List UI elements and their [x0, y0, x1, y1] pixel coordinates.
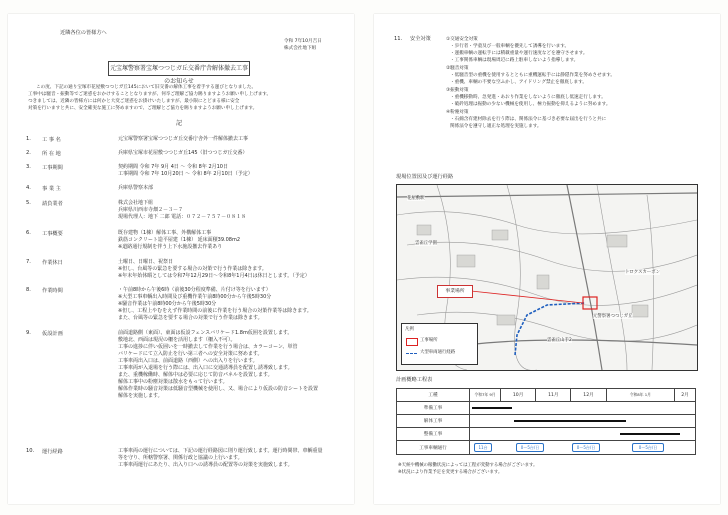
section-body: 元宝塚警察署宝塚つつじガ丘交番庁舎外一件解体撤去工事 — [118, 136, 249, 142]
section-body: 株式会社地下組 兵庫県川西市寺畑２－３－７ 現場代理人：地下 二郎 電話：０７２－７５７－０８１８ — [118, 200, 247, 220]
row-label: 整備工事 — [397, 428, 470, 441]
section-number: 8. — [26, 287, 31, 293]
row-label: 解体工事 — [397, 415, 470, 428]
map-label-school: 雲雀丘学園 — [415, 241, 437, 246]
safety-title: 安全対策 — [410, 36, 431, 42]
section-body: 既存建物（1棟）解体工事、外構解体工事 鉄筋コンクリート造平屋建（1棟） 延床面積39.08m2 ※道路通行規制を伴う上下水施設撤去作業あり — [118, 230, 241, 250]
section-number: 7. — [26, 259, 31, 265]
gantt-bar-demolition — [514, 420, 626, 422]
map-legend — [401, 323, 478, 365]
ki-heading: 記 — [176, 120, 183, 127]
gantt-heading: 計画概略工程表 — [396, 377, 433, 383]
schedule-note: ※状況により作業予定を変更する場合がございます。 — [398, 470, 503, 475]
map-label-building: 元警察署つつじガ丘 — [593, 314, 633, 319]
section-body: 兵庫県警察本部 — [118, 185, 154, 191]
map-label-river: トロクスカーボン — [625, 270, 661, 275]
site-location-map — [396, 184, 698, 371]
map-heading: 現場位置図及び運行経路 — [396, 174, 454, 180]
intro-line: 工事中は騒音・振動等でご迷惑をおかけすることとなりますが、何卒ご理解ご協力賜りますようお願い申し上げます。 — [28, 92, 272, 97]
notice-date: 令和 7年10月吉日 — [284, 39, 322, 44]
section-number: 9. — [26, 330, 31, 336]
notice-left-page — [8, 14, 354, 504]
section-label: 工事概要 — [42, 231, 63, 237]
map-label-park: 雲雀丘山手2 — [547, 338, 572, 343]
traffic-label: 11台 — [474, 443, 492, 452]
section-label: 工 事 名 — [42, 137, 61, 143]
table-row — [397, 441, 696, 455]
section-label: 請負業者 — [42, 201, 63, 207]
legend-site-swatch — [406, 338, 418, 346]
schedule-note: ※天候や機械の稼働状況によっては工程が変動する場合がございます。 — [398, 463, 538, 468]
row-label: 工事車輌通行 — [397, 441, 470, 455]
section-number: 1. — [26, 136, 31, 142]
section-label: 運行経路 — [42, 449, 63, 455]
table-row — [397, 428, 696, 441]
table-row — [397, 415, 696, 428]
section-body: 契約期間 令和 7年 9月 4日 ～ 令和 8年 2月10日 工事期間 令和 7年 10月20日 ～ 令和 8年 2月10日（予定） — [118, 164, 253, 177]
intro-line: つきましては、近隣の皆様方には何かと大変ご迷惑をお掛けいたしますが、最小限にとどまる様に安全 — [28, 99, 240, 104]
section-body: 兵庫県宝塚市花屋敷つつじガ丘145（旧つつじガ丘交番） — [118, 150, 248, 156]
section-body: 土曜日、日曜日、祝祭日 ※但し、台風等の緊急を要する場合の対策で行う作業は除きます。 ※年末年始休暇としては令和7年12月29日～令和8年1月4日は休日とします。（予定） — [118, 259, 310, 279]
company-name: 株式会社地下組 — [284, 46, 317, 51]
section-number: 10. — [26, 448, 35, 454]
section-number: 6. — [26, 230, 31, 236]
row-label: 準備工事 — [397, 402, 470, 415]
legend-title: 凡例 — [405, 327, 414, 332]
notice-right-page: 11. 安全対策 ①交通安全対策 ・歩行者・学童及び一般車輌を優先して誘導を行います。 ・運搬車輌の運転手には積載重量や運行速度などを遵守させます。 ・工事関係車輌は現場周辺に路上駐車しないよう指導します。 ②騒音対策 ・低騒音型の重機を使用するとともに重機運転手には静隠作業を努めさせます。 ・重機、車輌の不要な空ふかし、アイドリング禁止を徹底します。 ③振動対策 ・重機移動時、急発進・あおり作業をしないように徹底し低速走行します。 ・破砕処理は振動の少ない機械を使用し、極力振動を抑えるように努めます。 ④粉塵対策 ・石綿含有建材除去を行う際は、関係法令に基づき必要な届出を行うと共に 関係法令を遵守し適正な処理を実施します。 現場位置図及び運行経路 事業場所 元警察署つつじガ丘 雲雀丘山手2 雲雀丘学園 花屋敷駅 トロクスカーボン 凡例 工事場所 大型車両通行経路 計画概略工程表 工種 令和7年 9月 10月 11月 12月 令和8年 1月 2月 準備工事 解体工事 整備工事 工事車輌通行 11台 0～5台/日 0～5台/日 0～5台/日 ※天候や機械の稼働状況によっては工程が変動する場合がございます。 ※状況により作業予定を変更する場合がございます。 — [374, 14, 720, 504]
table-header-cell: 工種 — [397, 389, 470, 402]
table-row — [397, 402, 696, 415]
map-label-station: 花屋敷駅 — [407, 196, 425, 201]
traffic-label: 0～5台/日 — [572, 443, 600, 452]
section-number: 5. — [26, 200, 31, 206]
section-body: ・午前8時から午後6時（前後30分程度準備、片付け等を行います） ※大型工事車輌出入時間及び重機作業午前8時00分から午後5時30分 ※騒音作業は午前8時00分から午後5時30分 ※但し、工程上やむをえず作業時間の前後に作業を行う場合の対策作業等は除きます。 また、台風等の緊急を要する場合の対策で行う作業は除きます。 — [118, 287, 312, 321]
section-label: 作業時間 — [42, 288, 63, 294]
table-header-cell: 令和8年 1月 — [606, 389, 674, 402]
section-number: 3. — [26, 164, 31, 170]
section-body: 工事車両の運行については、下記の運行経路図に則り運行致します。運行時間帯、車輌重量 等を守り、所轄警察署、関係行政と協議の上行います。 工事車両運行にあたり、出入り口への誘導員の配置等の対策を実施致します。 — [118, 448, 323, 468]
traffic-label: 0～5台/日 — [632, 443, 664, 452]
table-header-cell: 11月 — [536, 389, 571, 402]
intro-line: 対策を行いますと共に、安全確実な施工に努めますので、ご理解とご協力を賜りますようお願い申し上げます。 — [28, 106, 258, 111]
safety-number: 11. — [394, 36, 403, 42]
section-label: 事 業 主 — [42, 186, 61, 192]
section-number: 4. — [26, 185, 31, 191]
traffic-label: 0～5台/日 — [516, 443, 544, 452]
gantt-bar-preparation — [472, 407, 512, 409]
schedule-table — [396, 388, 696, 455]
section-number: 2. — [26, 150, 31, 156]
table-header-row — [397, 389, 696, 402]
site-callout: 事業場所 — [437, 285, 473, 298]
table-header-cell: 令和7年 9月 — [470, 389, 501, 402]
table-header-cell: 12月 — [571, 389, 606, 402]
section-body: 前面道路側（東面）、東面は仮設フェンスバリケード1.8m仮囲を設置します。 敷地北、西面は現況の柵を活用します（柵入不可）。 工事の進捗に伴い仮囲いを一時撤去して作業を行う場合は、カラーコーン、単管 バリケードにて立入防止を行い第三者への安全対策に努めます。 工事車両出入口は、前面道路（西側）への出入りを行います。 工事車両が入退場を行う際には、出入口に交通誘導員を配置し誘導致します。 また、重機稼働時、解体中は必要に応じて防音パネルを設置します。 解体工事中の粉塵対策は散水をもって行います。 解体作業時の騒音対策は低騒音型機械を使用し、又、場合により仮設の防音シートを設置 解体を実施します。 — [118, 330, 319, 399]
addressee: 近隣各位の皆様方へ — [60, 30, 107, 36]
legend-item: 大型車両通行経路 — [420, 350, 456, 355]
legend-item: 工事場所 — [420, 338, 438, 343]
intro-line: この度、下記の通り宝塚市花屋敷つつじガ丘145において旧交番の解体工事を着手する運びとなりました。 — [36, 85, 257, 90]
section-label: 仮設計画 — [42, 331, 63, 337]
table-header-cell: 10月 — [501, 389, 536, 402]
notice-title: 元宝塚警察署宝塚つつじガ丘交番庁舎解体撤去工事のお知らせ — [108, 61, 250, 76]
section-label: 作業休日 — [42, 260, 63, 266]
section-label: 所 在 地 — [42, 151, 61, 157]
gantt-bar-finishing — [620, 433, 680, 435]
table-header-cell: 2月 — [675, 389, 696, 402]
legend-route-swatch — [406, 353, 417, 354]
section-label: 工事期間 — [42, 165, 63, 171]
